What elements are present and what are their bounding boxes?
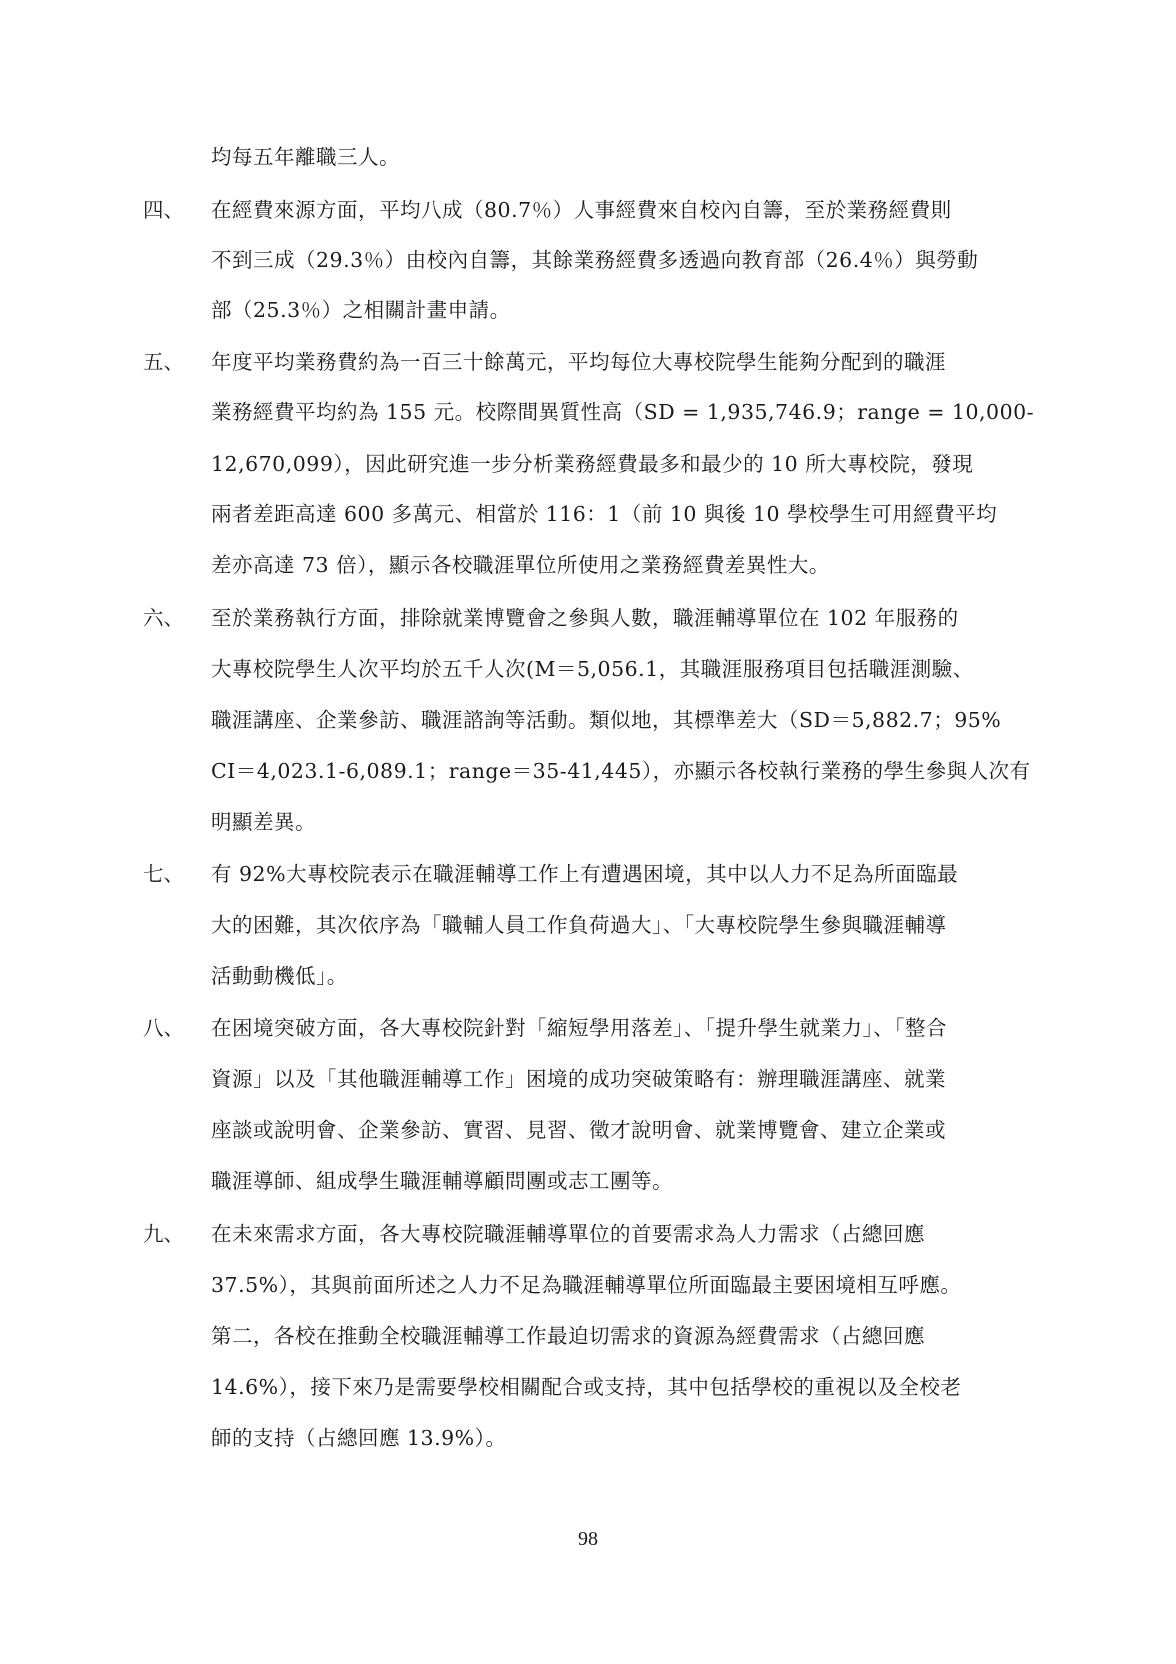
paragraph-line: 在困境突破方面，各大專校院針對「縮短學用落差」、「提升學生就業力」、「整合: [211, 1016, 947, 1040]
paragraph-line: 有 92%大專校院表示在職涯輔導工作上有遭遇困境，其中以人力不足為所面臨最: [211, 862, 959, 886]
paragraph-line: 12,670,099），因此研究進一步分析業務經費最多和最少的 10 所大專校院，發現: [211, 452, 974, 476]
paragraph-line: 師的支持（占總回應 13.9%）。: [211, 1426, 507, 1450]
paragraph-line: 部（25.3％）之相關計畫申請。: [211, 298, 511, 322]
paragraph-line: 明顯差異。: [211, 810, 316, 834]
item-marker: 五、: [143, 350, 184, 374]
paragraph-line: 在未來需求方面，各大專校院職涯輔導單位的首要需求為人力需求（占總回應: [211, 1222, 925, 1246]
paragraph-line: 年度平均業務費約為一百三十餘萬元，平均每位大專校院學生能夠分配到的職涯: [211, 350, 946, 374]
paragraph-line: 差亦高達 73 倍），顯示各校職涯單位所使用之業務經費差異性大。: [211, 553, 830, 577]
paragraph-line: 職涯講座、企業參訪、職涯諮詢等活動。類似地，其標準差大（SD＝5,882.7；95%: [211, 708, 1002, 732]
paragraph-line: 職涯導師、組成學生職涯輔導顧問團或志工團等。: [211, 1169, 673, 1193]
paragraph-line: 座談或說明會、企業參訪、實習、見習、徵才說明會、就業博覽會、建立企業或: [211, 1118, 946, 1142]
paragraph-line: 至於業務執行方面，排除就業博覽會之參與人數，職涯輔導單位在 102 年服務的: [211, 606, 959, 630]
paragraph-line: 兩者差距高達 600 多萬元、相當於 116：1（前 10 與後 10 學校學生可用經費平均: [211, 502, 998, 526]
item-marker: 七、: [143, 862, 184, 886]
item-marker: 六、: [143, 606, 184, 630]
paragraph-line: 活動動機低」。: [211, 964, 348, 988]
item-marker: 四、: [143, 198, 184, 222]
paragraph-line: 資源」以及「其他職涯輔導工作」困境的成功突破策略有：辦理職涯講座、就業: [211, 1067, 946, 1091]
item-marker: 九、: [143, 1222, 184, 1246]
paragraph-line: 在經費來源方面，平均八成（80.7％）人事經費來自校內自籌，至於業務經費則: [211, 198, 952, 222]
paragraph-line: 大專校院學生人次平均於五千人次(M＝5,056.1，其職涯服務項目包括職涯測驗、: [211, 657, 974, 681]
paragraph-line: 大的困難，其次依序為「職輔人員工作負荷過大」、「大專校院學生參與職涯輔導: [211, 913, 947, 937]
paragraph-line: 均每五年離職三人。: [211, 145, 400, 169]
paragraph-line: 業務經費平均約為 155 元。校際間異質性高（SD = 1,935,746.9；range = 10,000-: [211, 400, 1035, 424]
item-marker: 八、: [143, 1016, 184, 1040]
paragraph-line: CI＝4,023.1-6,089.1；range＝35-41,445），亦顯示各校執行業務的學生參與人次有: [211, 759, 1031, 783]
paragraph-line: 37.5%），其與前面所述之人力不足為職涯輔導單位所面臨最主要困境相互呼應。: [211, 1273, 962, 1297]
paragraph-line: 14.6%），接下來乃是需要學校相關配合或支持，其中包括學校的重視以及全校老: [211, 1375, 962, 1399]
page-number: 98: [578, 1528, 598, 1550]
paragraph-line: 不到三成（29.3％）由校內自籌，其餘業務經費多透過向教育部（26.4％）與勞動: [211, 248, 979, 272]
paragraph-line: 第二，各校在推動全校職涯輔導工作最迫切需求的資源為經費需求（占總回應: [211, 1324, 925, 1348]
